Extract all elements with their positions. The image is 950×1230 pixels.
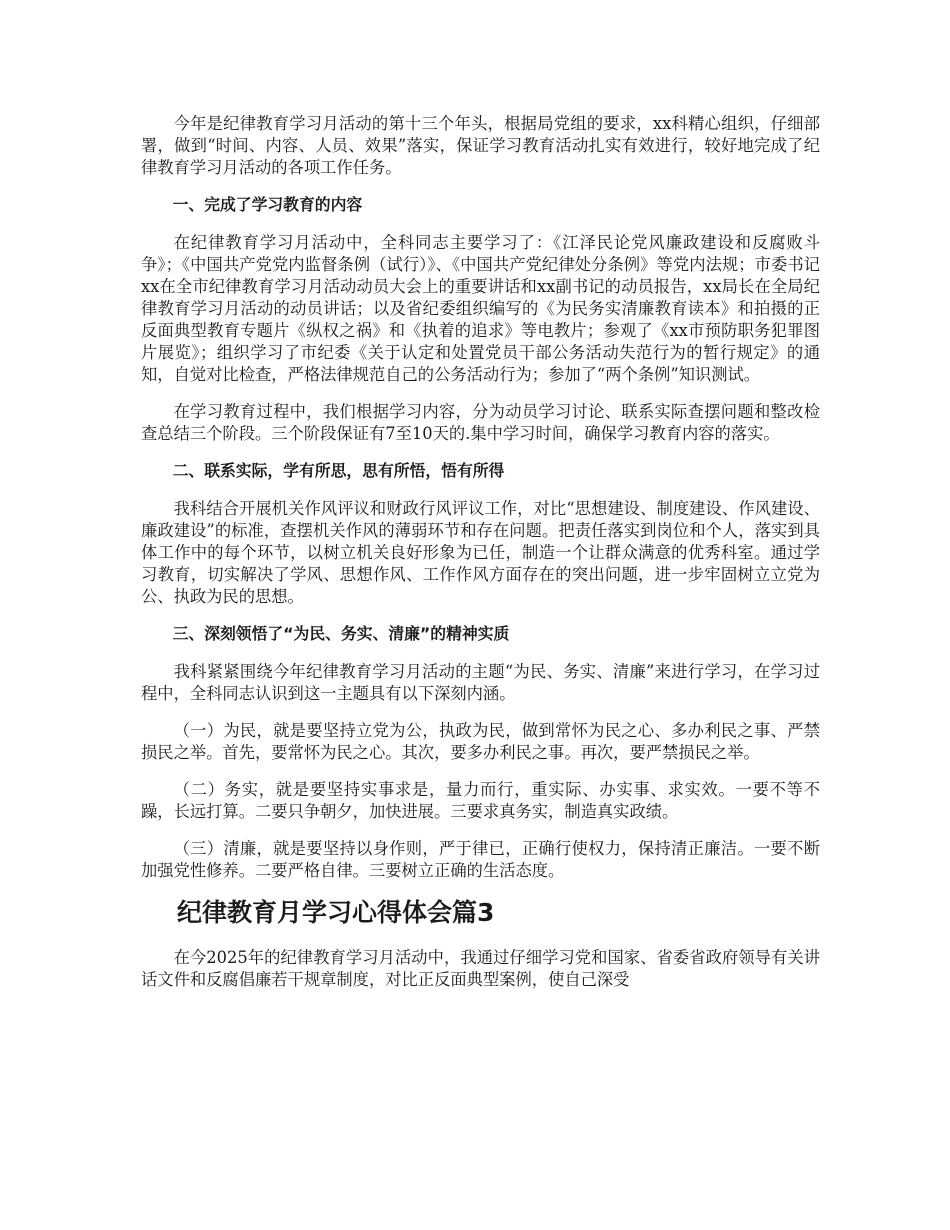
paragraph-practice: 我科结合开展机关作风评议和财政行风评议工作，对比“思想建设、制度建设、作风建设、廉政建设”的标准，查摆机关作风的薄弱环节和存在问题。把责任落实到岗位和个人，落实到具体工作中的每个环节，以树立机关良好形象为已任，制造一个让群众满意的优秀科室。通过学习教育，切实解决了学风、思想作风、工作作风方面存在的突出问题，进一步牢固树立立党为公、执政为民的思想。	[141, 499, 820, 606]
paragraph-article3-start: 在今2025年的纪律教育学习月活动中，我通过仔细学习党和国家、省委省政府领导有关讲话文件和反腐倡廉若干规章制度，对比正反面典型案例，使自己深受	[141, 948, 820, 989]
paragraph-intro: 今年是纪律教育学习月活动的第十三个年头，根据局党组的要求，xx科精心组织，仔细部署，做到“时间、内容、人员、效果”落实，保证学习教育活动扎实有效进行，较好地完成了纪律教育学习月活动的各项工作任务。	[141, 114, 820, 177]
paragraph-study-process: 在学习教育过程中，我们根据学习内容，分为动员学习讨论、联系实际查摆问题和整改检查总结三个阶段。三个阶段保证有7至10天的.集中学习时间，确保学习教育内容的落实。	[141, 402, 820, 443]
section-heading-1: 一、完成了学习教育的内容	[172, 195, 363, 214]
section-heading-3: 三、深刻领悟了“为民、务实、清廉”的精神实质	[172, 624, 510, 643]
paragraph-theme: 我科紧紧围绕今年纪律教育学习月活动的主题“为民、务实、清廉”来进行学习，在学习过程中，全科同志认识到这一主题具有以下深刻内涵。	[141, 662, 820, 703]
paragraph-for-people: （一）为民，就是要坚持立党为公，执政为民，做到常怀为民之心、多办利民之事、严禁损民之举。首先，要常怀为民之心。其次，要多办利民之事。再次，要严禁损民之举。	[141, 721, 820, 762]
paragraph-pragmatic: （二）务实，就是要坚持实事求是，量力而行，重实际、办实事、求实效。一要不等不躁，长远打算。二要只争朝夕，加快进展。三要求真务实，制造真实政绩。	[141, 780, 820, 821]
section-heading-2: 二、联系实际，学有所思，思有所悟，悟有所得	[172, 461, 505, 480]
article-title: 纪律教育月学习心得体会篇3	[177, 898, 495, 927]
paragraph-integrity: （三）清廉，就是要坚持以身作则，严于律已，正确行使权力，保持清正廉洁。一要不断加强党性修养。二要严格自律。三要树立正确的生活态度。	[141, 839, 820, 880]
paragraph-study-content: 在纪律教育学习月活动中，全科同志主要学习了：《江泽民论党风廉政建设和反腐败斗争》；《中国共产党党内监督条例（试行）》、《中国共产党纪律处分条例》等党内法规；市委书记xx在全市纪律教育学习月活动动员大会上的重要讲话和xx副书记的动员报告，xx局长在全局纪律教育学习月活动的动员讲话；以及省纪委组织编写的《为民务实清廉教育读本》和拍摄的正反面典型教育专题片《纵权之祸》和《执着的追求》等电教片；参观了《xx市预防职务犯罪图片展览》；组织学习了市纪委《关于认定和处置党员干部公务活动失范行为的暂行规定》的通知，自觉对比检查，严格法律规范自己的公务活动行为；参加了“两个条例”知识测试。	[141, 233, 820, 384]
